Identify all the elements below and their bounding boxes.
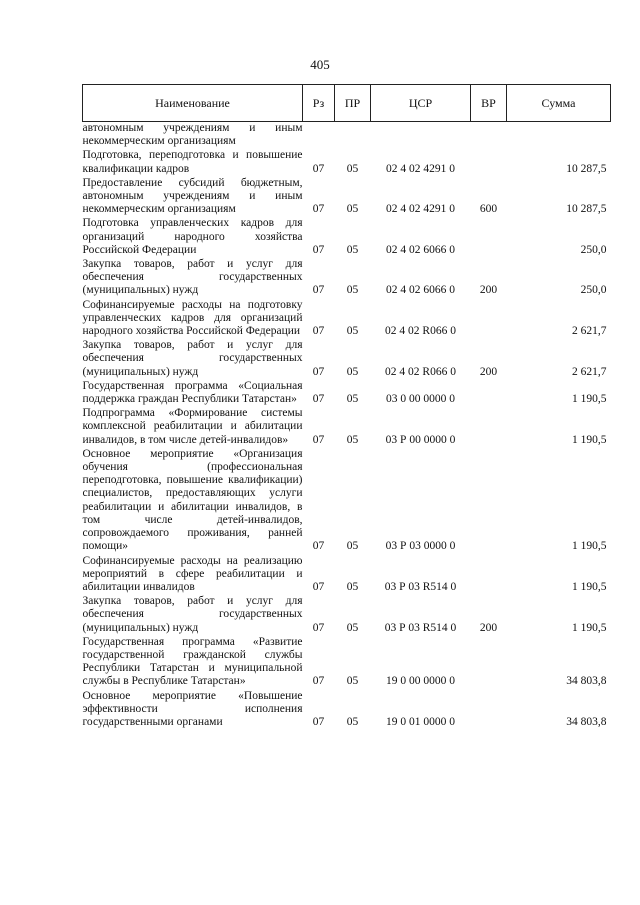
row-vr (471, 217, 507, 258)
row-rz: 07 (312, 540, 325, 553)
row-sum: 1 190,5 (572, 580, 607, 593)
row-name: Государственная программа «Социальная поддержка граждан Республики Татарстан» (82, 379, 303, 406)
row-csr: 03 Р 03 R514 0 (384, 580, 457, 593)
row-pr: 05 (346, 675, 359, 688)
row-csr: 03 0 00 0000 0 (386, 393, 455, 406)
row-rz: 07 (312, 621, 325, 634)
row-vr: 200 (479, 284, 498, 297)
table-row (83, 177, 611, 218)
row-name: Подготовка, переподготовка и повышение квалификации кадров (82, 149, 303, 175)
row-vr (471, 122, 507, 150)
row-rz: 07 (312, 715, 325, 728)
row-sum: 1 190,5 (572, 393, 607, 406)
row-name: автономным учреждениям и иным некоммерческим организациям (82, 122, 303, 148)
row-name: Основное мероприятие «Повышение эффективности исполнения государственными органами (82, 689, 303, 728)
row-pr: 05 (346, 243, 359, 256)
row-rz: 07 (312, 162, 325, 175)
row-rz: 07 (312, 433, 325, 446)
row-rz: 07 (312, 580, 325, 593)
row-csr: 19 0 01 0000 0 (386, 715, 455, 728)
row-vr (471, 448, 507, 555)
row-rz (303, 122, 335, 150)
row-pr: 05 (346, 365, 359, 378)
row-pr (335, 122, 371, 150)
row-vr: 200 (479, 365, 498, 378)
row-rz: 07 (312, 325, 325, 338)
table-row (83, 636, 611, 690)
table-row (83, 149, 611, 176)
row-csr: 03 Р 03 0000 0 (385, 540, 456, 553)
row-vr (471, 149, 507, 176)
row-csr: 03 Р 03 R514 0 (384, 621, 457, 634)
table-row (83, 339, 611, 380)
row-rz: 07 (312, 243, 325, 256)
row-name: Закупка товаров, работ и услуг для обеспечения государственных (муниципальных) нужд (82, 595, 303, 634)
row-pr: 05 (346, 580, 359, 593)
row-pr: 05 (346, 162, 359, 175)
row-pr: 05 (346, 715, 359, 728)
row-name: Предоставление субсидий бюджетным, автономным учреждениям и иным некоммерческим организациям (82, 176, 303, 216)
table-row (83, 299, 611, 340)
row-csr: 02 4 02 4291 0 (386, 162, 455, 175)
row-pr: 05 (346, 393, 359, 406)
page-number: 405 (310, 57, 330, 72)
row-sum (507, 122, 611, 150)
row-pr: 05 (346, 284, 359, 297)
table-row (83, 122, 611, 150)
row-pr: 05 (346, 540, 359, 553)
row-sum: 34 803,8 (566, 715, 607, 728)
row-csr: 02 4 02 4291 0 (386, 203, 455, 216)
row-name: Подготовка управленческих кадров для организаций народного хозяйства Российской Федерации (82, 217, 303, 256)
row-csr: 02 4 02 R066 0 (385, 325, 456, 338)
row-sum: 34 803,8 (566, 675, 607, 688)
row-sum: 2 621,7 (572, 325, 607, 338)
row-vr (471, 407, 507, 448)
row-vr (471, 380, 507, 407)
column-header-rz: Рз (303, 85, 335, 122)
row-sum: 1 190,5 (572, 540, 607, 553)
row-vr (471, 555, 507, 596)
row-vr: 600 (479, 203, 498, 216)
row-sum: 250,0 (580, 243, 607, 256)
row-rz: 07 (312, 284, 325, 297)
column-header-vr: ВР (471, 85, 507, 122)
table-row (83, 595, 611, 636)
row-csr: 02 4 02 6066 0 (386, 243, 455, 256)
row-vr: 200 (479, 621, 498, 634)
row-csr: 03 Р 00 0000 0 (385, 433, 456, 446)
row-pr: 05 (346, 203, 359, 216)
row-vr (471, 690, 507, 731)
row-rz: 07 (312, 393, 325, 406)
row-csr: 19 0 00 0000 0 (386, 675, 455, 688)
row-sum: 250,0 (580, 284, 607, 297)
row-csr (371, 122, 471, 150)
row-rz: 07 (312, 365, 325, 378)
table-row (83, 555, 611, 596)
row-name: Закупка товаров, работ и услуг для обеспечения государственных (муниципальных) нужд (82, 339, 303, 378)
row-name: Подпрограмма «Формирование системы комплексной реабилитации и абилитации инвалидов, в том числе детей-инвалидов» (82, 407, 303, 446)
column-header-pr: ПР (335, 85, 371, 122)
row-name: Софинансируемые расходы на реализацию мероприятий в сфере реабилитации и абилитации инвалидов (82, 554, 303, 593)
table-row (83, 380, 611, 407)
row-rz: 07 (312, 203, 325, 216)
row-vr (471, 636, 507, 690)
table-header-row (83, 85, 611, 122)
row-csr: 02 4 02 6066 0 (386, 284, 455, 297)
row-rz: 07 (312, 675, 325, 688)
column-header-csr: ЦСР (371, 85, 471, 122)
row-name: Закупка товаров, работ и услуг для обеспечения государственных (муниципальных) нужд (82, 258, 303, 297)
row-name: Государственная программа «Развитие государственной гражданской службы Республики Татарстан и муниципальной службы в Республике Татарстан» (82, 635, 303, 688)
row-name: Софинансируемые расходы на подготовку управленческих кадров для организаций народного хозяйства Российской Федерации (82, 298, 303, 338)
row-name: Основное мероприятие «Организация обучения (профессиональная переподготовка, повышение квалификации) специалистов, предоставляющих услуги реабилитации и абилитации инвалидов, в том числе детей-инвалидов, сопровождаемого проживания, ранней помощи» (82, 447, 303, 553)
column-header-sum: Сумма (507, 85, 611, 122)
row-sum: 1 190,5 (572, 621, 607, 634)
row-pr: 05 (346, 433, 359, 446)
row-sum: 10 287,5 (566, 162, 607, 175)
row-pr: 05 (346, 621, 359, 634)
column-header-name: Наименование (83, 85, 303, 122)
table-row (83, 690, 611, 731)
row-sum: 2 621,7 (572, 365, 607, 378)
table-row (83, 407, 611, 448)
row-sum: 1 190,5 (572, 433, 607, 446)
row-csr: 02 4 02 R066 0 (385, 365, 456, 378)
row-pr: 05 (346, 325, 359, 338)
table-row (83, 448, 611, 555)
table-row (83, 258, 611, 299)
row-vr (471, 299, 507, 340)
row-sum: 10 287,5 (566, 203, 607, 216)
table-row (83, 217, 611, 258)
budget-table (82, 84, 611, 730)
